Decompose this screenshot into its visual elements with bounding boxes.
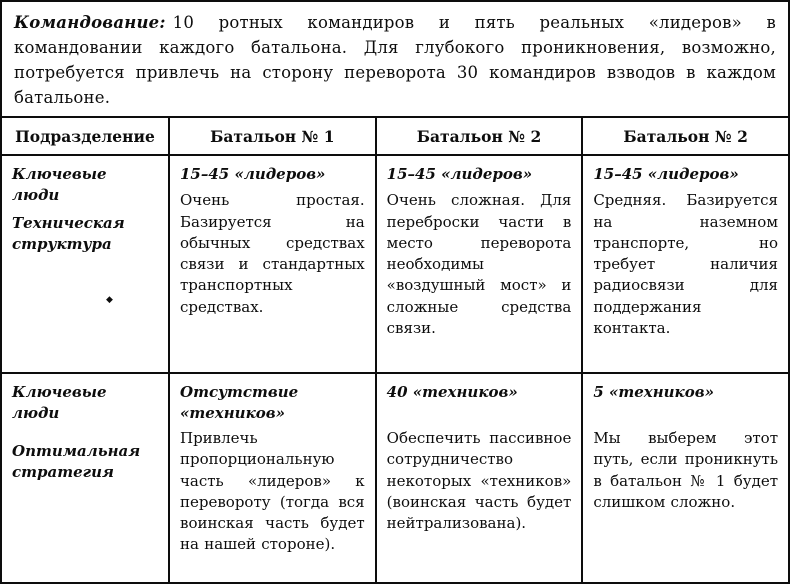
header-cell-battalion-1: Батальон № 1	[168, 118, 375, 154]
table-row	[2, 374, 788, 582]
row1-cell-battalion-1	[168, 156, 375, 372]
key-people-value: 15–45 «лидеров»	[180, 165, 326, 183]
key-people-value: 40 «техников»	[386, 383, 518, 401]
key-people-value: 5 «техников»	[593, 383, 714, 401]
header-cell-unit: Подразделение	[15, 126, 155, 146]
row2-label-cell	[2, 374, 168, 582]
row2-label-key-people: Ключевые люди	[12, 383, 107, 423]
header-cell-battalion-2: Батальон № 2	[375, 118, 582, 154]
key-people-value: 15–45 «лидеров»	[593, 165, 739, 183]
row1-cell-battalion-2	[375, 156, 582, 372]
row1-label-cell	[2, 156, 168, 372]
row2-label-optimal-strategy: Оптимальная стратегия	[12, 441, 141, 481]
row2-cell-battalion-2	[375, 374, 582, 582]
intro-lead: Командование:	[14, 13, 166, 32]
strategy-text: Мы выберем этот путь, если проникнуть в батальон № 1 будет слишком сложно.	[593, 429, 778, 511]
tech-structure-text: Очень простая. Базируется на обычных средствах связи и стандартных транспортных средствах.	[180, 191, 365, 316]
table-header-row	[2, 118, 788, 156]
key-people-value: Отсутствие «техников»	[180, 383, 299, 423]
ink-mark-artifact: ◆	[106, 295, 113, 305]
table-row	[2, 156, 788, 374]
row1-label-tech-structure: Техническая структура	[12, 213, 125, 253]
row1-label-key-people: Ключевые люди	[12, 165, 107, 205]
row1-cell-battalion-3	[581, 156, 788, 372]
tech-structure-text: Средняя. Базируется на наземном транспорте, но требует наличия радиосвязи для поддержания контакта.	[593, 191, 778, 338]
strategy-text: Обеспечить пассивное сотрудничество некоторых «техников» (воинская часть будет нейтрализована).	[386, 429, 572, 533]
key-people-value: 15–45 «лидеров»	[386, 165, 533, 183]
intro-paragraph	[2, 2, 788, 118]
strategy-text: Привлечь пропорциональную часть «лидеров» к перевороту (тогда вся воинская часть будет на нашей стороне).	[180, 429, 365, 554]
row2-cell-battalion-3	[581, 374, 788, 582]
header-cell-battalion-3: Батальон № 2	[581, 118, 788, 154]
intro-text: 10 ротных командиров и пять реальных «лидеров» в командовании каждого батальона. Для глубокого проникновения, возможно, потребуется привлечь на сторону переворота 30 командиров взводов в каждом батальоне.	[14, 13, 776, 108]
tech-structure-text: Очень сложная. Для переброски части в место переворота необходимы «воздушный мост» и сложные средства связи.	[386, 191, 572, 338]
row2-cell-battalion-1	[168, 374, 375, 582]
